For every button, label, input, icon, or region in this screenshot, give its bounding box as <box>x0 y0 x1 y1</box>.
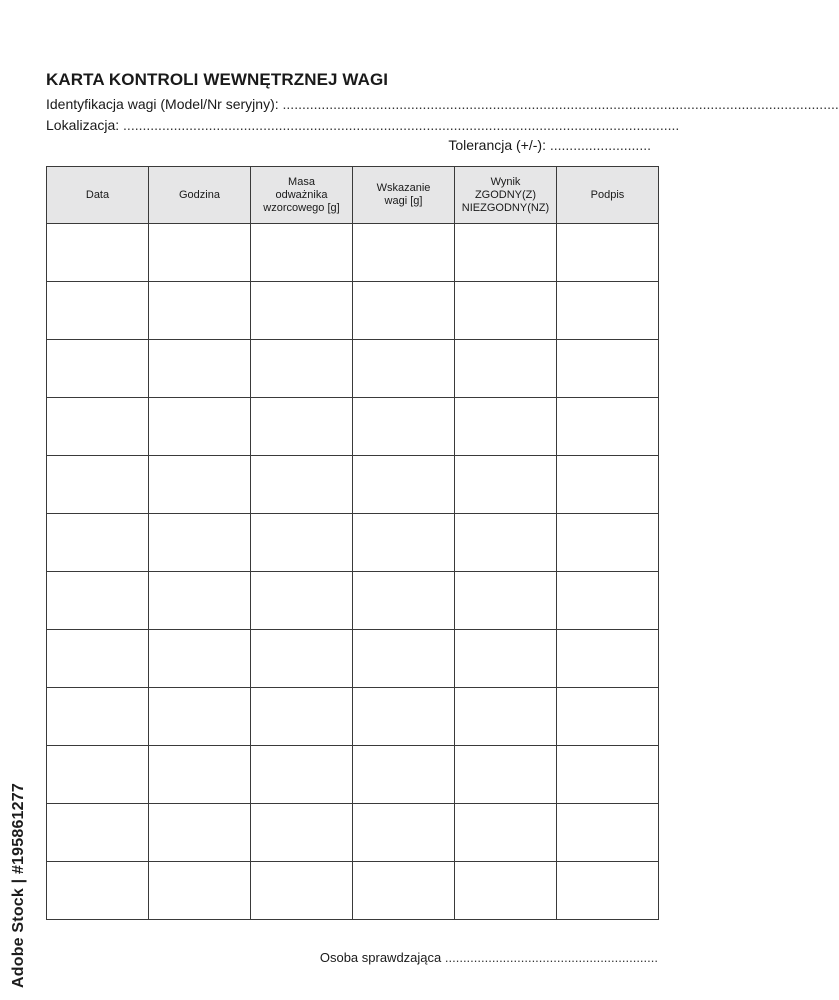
table-cell[interactable] <box>557 630 659 688</box>
table-cell[interactable] <box>149 282 251 340</box>
table-cell[interactable] <box>557 688 659 746</box>
header-data: Data <box>47 167 149 224</box>
table-cell[interactable] <box>251 630 353 688</box>
table-cell[interactable] <box>455 398 557 456</box>
table-cell[interactable] <box>557 456 659 514</box>
table-cell[interactable] <box>557 340 659 398</box>
table-cell[interactable] <box>47 630 149 688</box>
header-wskazanie: Wskazanie wagi [g] <box>353 167 455 224</box>
table-cell[interactable] <box>455 804 557 862</box>
tolerance-label: Tolerancja (+/-): <box>448 137 546 153</box>
table-cell[interactable] <box>455 340 557 398</box>
table-cell[interactable] <box>251 398 353 456</box>
inspector-line <box>320 950 658 965</box>
table-cell[interactable] <box>455 862 557 920</box>
header-masa: Masa odważnika wzorcowego [g] <box>251 167 353 224</box>
location-label: Lokalizacja: <box>46 117 120 133</box>
table-cell[interactable] <box>47 398 149 456</box>
table-cell[interactable] <box>455 572 557 630</box>
table-cell[interactable] <box>149 746 251 804</box>
table-cell[interactable] <box>251 340 353 398</box>
table-cell[interactable] <box>353 514 455 572</box>
table-row <box>47 746 659 804</box>
table-cell[interactable] <box>557 804 659 862</box>
control-log-table <box>46 166 659 920</box>
table-cell[interactable] <box>353 862 455 920</box>
table-cell[interactable] <box>557 282 659 340</box>
table-cell[interactable] <box>455 630 557 688</box>
table-cell[interactable] <box>251 862 353 920</box>
stock-watermark-id: Adobe Stock | #195861277 <box>10 783 27 988</box>
header-wynik: Wynik ZGODNY(Z) NIEZGODNY(NZ) <box>455 167 557 224</box>
table-cell[interactable] <box>47 688 149 746</box>
table-cell[interactable] <box>455 746 557 804</box>
table-cell[interactable] <box>251 688 353 746</box>
table-cell[interactable] <box>149 862 251 920</box>
table-cell[interactable] <box>251 514 353 572</box>
table-cell[interactable] <box>149 514 251 572</box>
table-row <box>47 456 659 514</box>
table-cell[interactable] <box>353 572 455 630</box>
table-cell[interactable] <box>251 804 353 862</box>
inspector-label: Osoba sprawdzająca <box>319 950 442 965</box>
table-row <box>47 862 659 920</box>
form-title: KARTA KONTROLI WEWNĘTRZNEJ WAGI <box>46 70 389 89</box>
table-row <box>47 224 659 282</box>
table-cell[interactable] <box>149 224 251 282</box>
table-cell[interactable] <box>455 688 557 746</box>
table-cell[interactable] <box>47 862 149 920</box>
tolerance-line <box>448 137 651 153</box>
table-row <box>47 282 659 340</box>
table-body <box>47 224 659 920</box>
table-cell[interactable] <box>149 804 251 862</box>
table-cell[interactable] <box>47 224 149 282</box>
table-cell[interactable] <box>557 514 659 572</box>
table-row <box>47 688 659 746</box>
header-podpis: Podpis <box>557 167 659 224</box>
table-row <box>47 514 659 572</box>
table-cell[interactable] <box>557 224 659 282</box>
table-cell[interactable] <box>149 688 251 746</box>
tolerance-fill-dots: .......................... <box>549 137 651 153</box>
table-cell[interactable] <box>251 224 353 282</box>
table-cell[interactable] <box>353 340 455 398</box>
table-cell[interactable] <box>47 572 149 630</box>
table-cell[interactable] <box>353 456 455 514</box>
table-cell[interactable] <box>557 746 659 804</box>
table-cell[interactable] <box>557 862 659 920</box>
table-cell[interactable] <box>47 282 149 340</box>
table-cell[interactable] <box>353 804 455 862</box>
inspector-fill-dots: ........................................................... <box>444 950 658 965</box>
table-cell[interactable] <box>47 340 149 398</box>
table-cell[interactable] <box>557 398 659 456</box>
table-cell[interactable] <box>353 282 455 340</box>
location-fill-dots: ............................................................................................................................................... <box>123 117 680 133</box>
table-row <box>47 398 659 456</box>
table-cell[interactable] <box>455 282 557 340</box>
location-line <box>46 117 680 133</box>
table-cell[interactable] <box>455 456 557 514</box>
table-cell[interactable] <box>149 340 251 398</box>
table-cell[interactable] <box>251 572 353 630</box>
table-cell[interactable] <box>149 572 251 630</box>
table-row <box>47 340 659 398</box>
identification-line <box>46 96 839 112</box>
table-cell[interactable] <box>47 456 149 514</box>
table-cell[interactable] <box>455 514 557 572</box>
table-cell[interactable] <box>353 688 455 746</box>
table-cell[interactable] <box>149 630 251 688</box>
table-cell[interactable] <box>251 746 353 804</box>
table-cell[interactable] <box>251 282 353 340</box>
table-cell[interactable] <box>353 746 455 804</box>
table-cell[interactable] <box>353 630 455 688</box>
identification-fill-dots: ............................................................................................................................................... <box>282 96 839 112</box>
table-header-row <box>47 167 659 224</box>
table-cell[interactable] <box>149 456 251 514</box>
table-cell[interactable] <box>47 804 149 862</box>
table-row <box>47 804 659 862</box>
table-cell[interactable] <box>557 572 659 630</box>
table-row <box>47 630 659 688</box>
table-cell[interactable] <box>353 398 455 456</box>
identification-label: Identyfikacja wagi (Model/Nr seryjny): <box>46 96 279 112</box>
table-cell[interactable] <box>353 224 455 282</box>
header-godzina: Godzina <box>149 167 251 224</box>
table-row <box>47 572 659 630</box>
table-cell[interactable] <box>251 456 353 514</box>
table-cell[interactable] <box>149 398 251 456</box>
table-cell[interactable] <box>47 746 149 804</box>
table-cell[interactable] <box>455 224 557 282</box>
table-cell[interactable] <box>47 514 149 572</box>
